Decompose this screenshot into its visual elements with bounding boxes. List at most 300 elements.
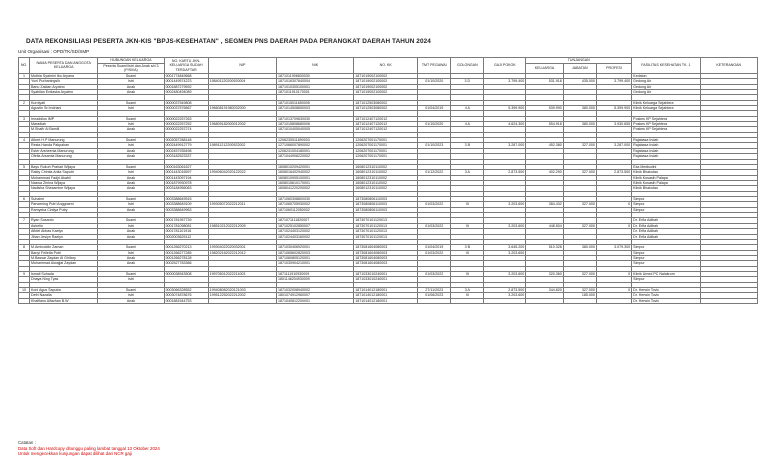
cell-hubungan: Istri <box>98 122 164 127</box>
cell-hubungan: Anak <box>98 181 164 186</box>
header-hubungan-sub: Peserta Suami/Istri dan Anak s/d 3 (P/S/I/A) <box>98 63 164 73</box>
cell-nokk: 1206207001170001 <box>354 138 418 143</box>
cell-tunj-jabatan: 327.000 <box>563 202 596 207</box>
cell-no: 10 <box>19 288 30 293</box>
cell-hubungan: Suami <box>98 116 164 121</box>
cell-tunj-jabatan: 380.000 <box>563 245 596 250</box>
cell-nama: Ester Arsheenia Manurung <box>30 148 98 153</box>
cell-faskes: Simpur <box>632 207 700 212</box>
cell-nip: 199512252022212002 <box>208 293 276 298</box>
cell-nik: 1871010405040005 <box>277 127 354 132</box>
cell-nik: 1871044908220002 <box>277 154 354 159</box>
cell-nokk: 1873080806110003 <box>354 197 418 202</box>
cell-nip: 198401120200920004 <box>208 79 276 84</box>
cell-no: 9 <box>19 272 30 277</box>
cell-nama: Aftdel Abbas Kaelyn <box>30 229 98 234</box>
cell-faskes: Rajabasa Indah <box>632 154 700 159</box>
cell-kartu: 0001443016597 <box>164 170 208 175</box>
document-title: DATA REKONSILIASI PESERTA JKN-KIS "BPJS-KESEHATAN" , SEGMEN PNS DAERAH PADA PERANGKAT DAERAH TAHUN 2024 <box>26 38 431 45</box>
cell-tmt: 01/10/2023 <box>418 143 451 148</box>
cell-kartu: 0000038943508 <box>164 272 208 277</box>
cell-tunj-jabatan: 327.000 <box>563 288 596 293</box>
cell-faskes: Klinik Keluarga Sejahtera <box>632 106 700 111</box>
cell-no: 5 <box>19 164 30 169</box>
header-no: NO. <box>19 58 30 74</box>
cell-hubungan: Anak <box>98 298 164 303</box>
cell-kartu: 0000022257274 <box>164 127 208 132</box>
cell-tmt: 01/10/2020 <box>418 79 451 84</box>
cell-nip: 199304022020032001 <box>208 245 276 250</box>
cell-golongan: 4 A <box>451 122 484 127</box>
cell-nokk: 1871014012180001 <box>354 288 418 293</box>
header-nokk: NO. KK <box>354 58 418 74</box>
cell-faskes: Rajabasa Indah <box>632 143 700 148</box>
cell-golongan: III <box>451 202 484 207</box>
cell-nip: 196608191980032000 <box>208 106 276 111</box>
cell-faskes: Simpur <box>632 202 700 207</box>
cell-golongan: 3 D <box>451 79 484 84</box>
cell-nokk: 1871014012180001 <box>354 293 418 298</box>
cell-kartu: 0002449912779 <box>164 143 208 148</box>
cell-kartu: 0000022257263 <box>164 116 208 121</box>
cell-nama: Nazwa Zhrina Wijaya <box>30 181 98 186</box>
cell-nip: 198911212200922002 <box>208 143 276 148</box>
cell-gaji: 3.799.400 <box>484 79 526 84</box>
cell-kartu: 0001266278128 <box>164 256 208 261</box>
cell-nama: Albert H.P Manurung <box>30 138 98 143</box>
cell-kartu: 0000163061627 <box>164 164 208 169</box>
cell-nip: 199408082020121003 <box>208 288 276 293</box>
cell-faskes: Simpur <box>632 245 700 250</box>
cell-kartu: 0002057288148 <box>164 138 208 143</box>
notes-line-2: Untuk mengecekkan kunjungan dapat dilihat dari NCR gaji <box>18 451 132 457</box>
cell-kartu: 0003074878676 <box>164 293 208 298</box>
cell-nik: 1871040812200001 <box>277 298 354 303</box>
cell-faskes: Poskes KP Sejahtera <box>632 116 700 121</box>
cell-nik: 1801074912960007 <box>277 293 354 298</box>
cell-nokk: 1873070101120013 <box>354 234 418 239</box>
cell-nip: 198510212022212009 <box>208 223 276 228</box>
cell-nama: Raldy Chintia Anita Saputri <box>30 170 98 175</box>
cell-no: 8 <box>19 245 30 250</box>
cell-nokk: 1608012310110002 <box>354 175 418 180</box>
cell-nokk: 1871012503080002 <box>354 106 418 111</box>
cell-nik: 1871060805120001 <box>277 256 354 261</box>
cell-tunj-jabatan <box>563 298 596 303</box>
cell-hubungan: Anak <box>98 90 164 95</box>
header-golongan: GOLONGAN <box>451 58 484 74</box>
cell-nama: M.Amiruddin Zaman <box>30 245 98 250</box>
header-tmt: TMT PEGAWAI <box>418 58 451 74</box>
cell-nama: Kurniyati <box>30 100 98 105</box>
cell-nokk: 1206207001170001 <box>354 148 418 153</box>
cell-nik: 1608015610170001 <box>277 181 354 186</box>
cell-golongan: 3 B <box>451 245 484 250</box>
cell-nama: Muhammad Alwajjat Zaydan <box>30 261 98 266</box>
cell-nama: Irmaddius IMP <box>30 116 98 121</box>
cell-nokk: 1873080806110003 <box>354 202 418 207</box>
cell-nama: Khalfiano Alfazhan B.W <box>30 298 98 303</box>
cell-hubungan: Istri <box>98 143 164 148</box>
cell-tunj-jabatan: 380.000 <box>563 122 596 127</box>
cell-kartu: 0001887279592 <box>164 84 208 89</box>
cell-nama: Yuni Purbaningsih <box>30 79 98 84</box>
cell-no: 4 <box>19 138 30 143</box>
cell-nokk: 1871012503080002 <box>354 100 418 105</box>
cell-nokk: 1873081604080003 <box>354 250 418 255</box>
cell-hubungan: Anak <box>98 175 164 180</box>
header-kartu: NO. KARTU JKN-KELUARGA SUDAH TERDAFTAR <box>164 58 208 74</box>
cell-nik: 1871011910170001 <box>277 90 354 95</box>
cell-tunj-keluarga: 539.990 <box>526 106 563 111</box>
cell-faskes: Rajabasa Indah <box>632 148 700 153</box>
cell-nik: 1206230511890003 <box>277 138 354 143</box>
cell-tmt: 01/04/2019 <box>418 245 451 250</box>
cell-faskes: Simpur <box>632 261 700 266</box>
cell-nik: 1871024403160002 <box>277 234 354 239</box>
cell-nama: Maradiah <box>30 122 98 127</box>
cell-nik: 1608041220200002 <box>277 186 354 191</box>
cell-kartu: 0001443097194 <box>164 175 208 180</box>
cell-nokk: 1873070101120013 <box>354 229 418 234</box>
cell-hubungan: Suami <box>98 164 164 169</box>
cell-tunj-profesi: 3.799.400 <box>596 79 631 84</box>
cell-nik: 1871030904210001 <box>277 261 354 266</box>
cell-gaji: 4.624.300 <box>484 122 526 127</box>
cell-golongan: III <box>451 272 484 277</box>
cell-kartu: 0003182523337 <box>164 154 208 159</box>
header-faskes: FASILITAS KESEHATAN TK. 1 <box>632 58 700 74</box>
cell-hubungan: Anak <box>98 127 164 132</box>
cell-nama: Jihan Jeslyn Raelyn <box>30 234 98 239</box>
cell-tmt: 01/03/2022 <box>418 202 451 207</box>
cell-nokk: 1608012310110002 <box>354 181 418 186</box>
cell-tunj-profesi: 5.399.900 <box>596 106 631 111</box>
cell-faskes: Dr. Erfia Adibah <box>632 223 700 228</box>
cell-nik: 1608010209420001 <box>277 164 354 169</box>
reconciliation-table <box>18 57 758 304</box>
cell-kartu: 0003388649963 <box>164 207 208 212</box>
cell-faskes: Klinik Kosasih Palapa <box>632 181 700 186</box>
cell-nama: Resta Handa Pakpahan <box>30 143 98 148</box>
cell-nama: M.Shafir Al Bamlil <box>30 127 98 132</box>
cell-tmt: 01/06/2023 <box>418 293 451 298</box>
cell-tunj-profesi: 0 <box>596 223 631 228</box>
cell-faskes: Dr. Erfia Adibah <box>632 234 700 239</box>
cell-nik: 1608016402940002 <box>277 170 354 175</box>
cell-kartu: 0001781957739 <box>164 218 208 223</box>
cell-tunj-jabatan: 435.000 <box>563 79 596 84</box>
cell-faskes: Dr. Erfia Adibah <box>632 218 700 223</box>
cell-tunj-jabatan: 185.000 <box>563 293 596 298</box>
cell-nip: 198202162022212012 <box>208 250 276 255</box>
cell-faskes: Dr. Erfia Adibah <box>632 229 700 234</box>
cell-nip: 199705012022211003 <box>208 272 276 277</box>
cell-tmt: 01/03/2022 <box>418 223 451 228</box>
cell-tunj-keluarga: 402.290 <box>526 170 563 175</box>
cell-nama: Koni Agus Saputra <box>30 288 98 293</box>
cell-kartu: 0003388649515 <box>164 197 208 202</box>
table-row <box>19 298 758 303</box>
cell-tunj-keluarga: 510.328 <box>526 245 563 250</box>
cell-hubungan: Suami <box>98 245 164 250</box>
cell-kartu: 0000037576867 <box>164 106 208 111</box>
cell-gaji: 3.203.600 <box>484 293 526 298</box>
cell-nama: Agustin Sri Indriani <box>30 106 98 111</box>
cell-kartu: 0002480494089 <box>164 90 208 95</box>
cell-tunj-jabatan: 327.000 <box>563 272 596 277</box>
cell-tunj-keluarga: 384.432 <box>526 202 563 207</box>
cell-nik: 1871060308800030 <box>277 197 354 202</box>
cell-nip <box>208 298 276 303</box>
cell-kartu: 0002457935498 <box>164 148 208 153</box>
cell-faskes: Simpur <box>632 250 700 255</box>
cell-faskes: Simpur <box>632 256 700 261</box>
cell-nokk: 1873081604080003 <box>354 245 418 250</box>
cell-faskes: Klinik Kosasih Palapa <box>632 175 700 180</box>
cell-nama: Muthia Syahrini Ibu Aryana <box>30 73 98 78</box>
cell-hubungan: Istri <box>98 106 164 111</box>
cell-faskes: Eka Medisolini <box>632 164 700 169</box>
cell-nama: Banyi Felletia Putri <box>30 250 98 255</box>
cell-nokk: 1206207001170001 <box>354 154 418 159</box>
cell-nokk: 1206207001170001 <box>354 143 418 148</box>
cell-tunj-profesi: 0 <box>596 288 631 293</box>
cell-golongan: 3 A <box>451 288 484 293</box>
cell-nik: 1871015808680006 <box>277 122 354 127</box>
cell-hubungan: Suami <box>98 138 164 143</box>
cell-faskes: Klinik Bhakotau <box>632 170 700 175</box>
cell-nik: 1871065602820003 <box>277 250 354 255</box>
cell-tmt: 01/03/2022 <box>418 272 451 277</box>
cell-nik: 1871071111820007 <box>277 218 354 223</box>
cell-tmt: 27/11/2023 <box>418 288 451 293</box>
cell-nama: Parwening Putri Anggraeni <box>30 202 98 207</box>
cell-nik: 1871011906830030 <box>277 73 354 78</box>
cell-hubungan: Suami <box>98 100 164 105</box>
cell-faskes: Gedong Air <box>632 79 700 84</box>
header-keterangan: KETERANGAN <box>700 58 757 74</box>
cell-hubungan: Anak <box>98 154 164 159</box>
cell-nama: Syabilan Erdiaska Aryatno <box>30 90 98 95</box>
cell-nama: Muhammad Fadjri Akabil <box>30 175 98 180</box>
cell-nik: 1871010305100001 <box>277 84 354 89</box>
cell-faskes: Gedong Air <box>632 84 700 89</box>
header-profesi: PROFESI <box>596 63 631 73</box>
cell-nama: Suhalmi <box>30 197 98 202</box>
cell-tunj-jabatan: 327.000 <box>563 170 596 175</box>
cell-kartu: 0000022257252 <box>164 122 208 127</box>
cell-kartu: 0001781101916 <box>164 229 208 234</box>
cell-gaji: 3.203.600 <box>484 202 526 207</box>
cell-faskes: Kedaton <box>632 73 700 78</box>
header-keluarga: KELUARGA <box>526 63 563 73</box>
cell-no: 7 <box>19 218 30 223</box>
cell-tunj-profesi <box>596 298 631 303</box>
cell-hubungan: Istri <box>98 170 164 175</box>
cell-hubungan: Anak <box>98 256 164 261</box>
cell-nik: 1871015011650005 <box>277 100 354 105</box>
cell-tunj-keluarga: 320.360 <box>526 272 563 277</box>
cell-nama: Bayu Rukuh Prahari Wijaya <box>30 164 98 169</box>
cell-no: 2 <box>19 100 30 105</box>
cell-tunj-profesi: 0 <box>596 272 631 277</box>
cell-hubungan: Suami <box>98 288 164 293</box>
cell-tunj-jabatan: 327.000 <box>563 143 596 148</box>
cell-nama: M.Bassar Zaydan Al Ghifary <box>30 256 98 261</box>
cell-hubungan: Anak <box>98 84 164 89</box>
cell-gaji: 3.287.000 <box>484 143 526 148</box>
cell-faskes: Rajabasa Indah <box>632 138 700 143</box>
cell-hubungan: Suami <box>98 218 164 223</box>
cell-gaji <box>484 298 526 303</box>
cell-faskes: Simpur <box>632 277 700 282</box>
cell-faskes: Simpur <box>632 197 700 202</box>
header-nik: NIK <box>277 58 354 74</box>
cell-hubungan: Istri <box>98 277 164 282</box>
cell-faskes: Klinik Keluarga Sejahtera <box>632 100 700 105</box>
cell-golongan: III <box>451 223 484 228</box>
cell-nik: 1871111910930009 <box>277 272 354 277</box>
cell-tunj-keluarga: 554.916 <box>526 122 563 127</box>
cell-kartu: 0000037549808 <box>164 100 208 105</box>
cell-gaji: 5.399.900 <box>484 106 526 111</box>
header-nip: NIP <box>208 58 276 74</box>
table-body <box>19 73 758 304</box>
cell-kartu: 0003066328552 <box>164 288 208 293</box>
cell-nokk: 1608012310110002 <box>354 170 418 175</box>
cell-kartu: 0002003625112 <box>164 234 208 239</box>
cell-nokk: 1871019002100002 <box>354 79 418 84</box>
cell-gaji: 3.645.200 <box>484 245 526 250</box>
cell-nokk: 1873081604080003 <box>354 261 418 266</box>
cell-golongan: 4 A <box>451 106 484 111</box>
cell-gaji: 3.203.600 <box>484 272 526 277</box>
cell-nokk: 1871019002100002 <box>354 84 418 89</box>
cell-nip: 199406042020122022 <box>208 170 276 175</box>
cell-hubungan: Suami <box>98 272 164 277</box>
cell-nokk: 1871012407120012 <box>354 127 418 132</box>
cell-nik: 1871065705930002 <box>277 202 354 207</box>
cell-tunj-profesi: 3.079.300 <box>596 245 631 250</box>
cell-gaji: 3.203.600 <box>484 223 526 228</box>
cell-golongan: III <box>451 250 484 255</box>
cell-tunj-profesi: 0 <box>596 202 631 207</box>
cell-nama: Ramyeka Cintiya Putry <box>30 207 98 212</box>
cell-hubungan: Anak <box>98 234 164 239</box>
cell-faskes: Poskes KP Sejahtera <box>632 122 700 127</box>
cell-no: 6 <box>19 197 30 202</box>
cell-gaji: 2.873.500 <box>484 170 526 175</box>
cell-kartu: 0001266270213 <box>164 245 208 250</box>
cell-hubungan: Anak <box>98 186 164 191</box>
unit-organisasi-label: Unit Organisasi : OPD/TK/SD/SMP <box>18 49 90 54</box>
cell-hubungan: Istri <box>98 223 164 228</box>
cell-kartu: 0001879930978 <box>164 181 208 186</box>
cell-tunj-jabatan: 380.000 <box>563 106 596 111</box>
cell-nokk: 1873070101120013 <box>354 223 418 228</box>
cell-nama: Nadisha Shesamine Wijaya <box>30 186 98 191</box>
cell-nama: Defri Nazalia <box>30 293 98 298</box>
cell-nik: 1206231004180001 <box>277 148 354 153</box>
cell-nokk: 1608012310110002 <box>354 186 418 191</box>
cell-nokk: 1873081604080003 <box>354 256 418 261</box>
cell-hubungan: Anak <box>98 207 164 212</box>
cell-kartu: 0001881544753 <box>164 298 208 303</box>
cell-nokk: 1871033010240001 <box>354 272 418 277</box>
cell-hubungan: Anak <box>98 261 164 266</box>
cell-tunj-keluarga: 452.380 <box>526 143 563 148</box>
cell-faskes: Klinik Bhakotau <box>632 186 700 191</box>
cell-tmt: 01/12/2022 <box>418 170 451 175</box>
cell-nik: 1608010905100001 <box>277 175 354 180</box>
cell-nik: 1871024403120002 <box>277 229 354 234</box>
cell-nik: 1871016307840004 <box>277 79 354 84</box>
cell-nokk: 1873080806110003 <box>354 207 418 212</box>
cell-tmt: 01/10/2020 <box>418 122 451 127</box>
cell-golongan <box>451 298 484 303</box>
cell-kartu: 0001449574223 <box>164 79 208 84</box>
cell-nik: 1271066007890002 <box>277 143 354 148</box>
cell-nip: 196809182000012002 <box>208 122 276 127</box>
cell-nokk: 1871033010240001 <box>354 277 418 282</box>
cell-nik: 1871032008940002 <box>277 288 354 293</box>
cell-tunj-keluarga: 448.504 <box>526 223 563 228</box>
cell-tunj-jabatan: 327.000 <box>563 223 596 228</box>
cell-faskes: Klinik Umed PC Nalakrom <box>632 272 700 277</box>
cell-tmt: 01/04/2019 <box>418 106 451 111</box>
cell-golongan: 3 B <box>451 143 484 148</box>
cell-nokk: 1871019002100002 <box>354 73 418 78</box>
cell-nama: Dhaya Ning Tyas <box>30 277 98 282</box>
header-tunjangan: TUNJANGAN <box>526 58 632 64</box>
cell-hubungan: Suami <box>98 73 164 78</box>
cell-kartu: 0002527783366 <box>164 261 208 266</box>
cell-tunj-keluarga: 531.916 <box>526 79 563 84</box>
cell-nama: Ryan Susanto <box>30 218 98 223</box>
cell-golongan: III <box>451 293 484 298</box>
cell-nama: Ofelia Arsamia Manurung <box>30 154 98 159</box>
cell-kartu: 0003388649109 <box>164 202 208 207</box>
cell-nama: Banu Zaidan Aryatno <box>30 84 98 89</box>
header-jabatan: JABATAN <box>563 63 596 73</box>
cell-nik: 1871060112050002 <box>277 207 354 212</box>
cell-tmt: 01/03/2022 <box>418 250 451 255</box>
cell-nik: 1871025102850007 <box>277 223 354 228</box>
cell-nip: 199305072022212011 <box>208 202 276 207</box>
cell-hubungan: Suami <box>98 197 164 202</box>
cell-faskes: Dr. Herwin Tovic <box>632 288 700 293</box>
cell-kartu: 0001781098081 <box>164 223 208 228</box>
cell-gaji: 3.203.600 <box>484 250 526 255</box>
cell-tunj-profesi: 2.873.500 <box>596 170 631 175</box>
cell-hubungan: Anak <box>98 229 164 234</box>
cell-gaji: 2.873.500 <box>484 288 526 293</box>
cell-nik: 1871030406920001 <box>277 245 354 250</box>
cell-faskes: Poskes KP Sejahtera <box>632 127 700 132</box>
notes-line-1: Data Soft dan Hardcopy ditunggu paling lambat tanggal 13 Oktober 2024 <box>18 445 160 451</box>
cell-golongan: 3 A <box>451 170 484 175</box>
cell-no: 1 <box>19 73 30 78</box>
cell-nik: 1871013709630030 <box>277 116 354 121</box>
cell-no <box>19 298 30 303</box>
cell-tunj-profesi: 3.287.000 <box>596 143 631 148</box>
header-hubungan: HUBUNGAN KELUARGA <box>98 58 164 64</box>
cell-nama: Ismail Suhada <box>30 272 98 277</box>
cell-nama: Ashelin <box>30 223 98 228</box>
cell-nokk: 1873070101120013 <box>354 218 418 223</box>
cell-kartu: 0001266277285 <box>164 250 208 255</box>
